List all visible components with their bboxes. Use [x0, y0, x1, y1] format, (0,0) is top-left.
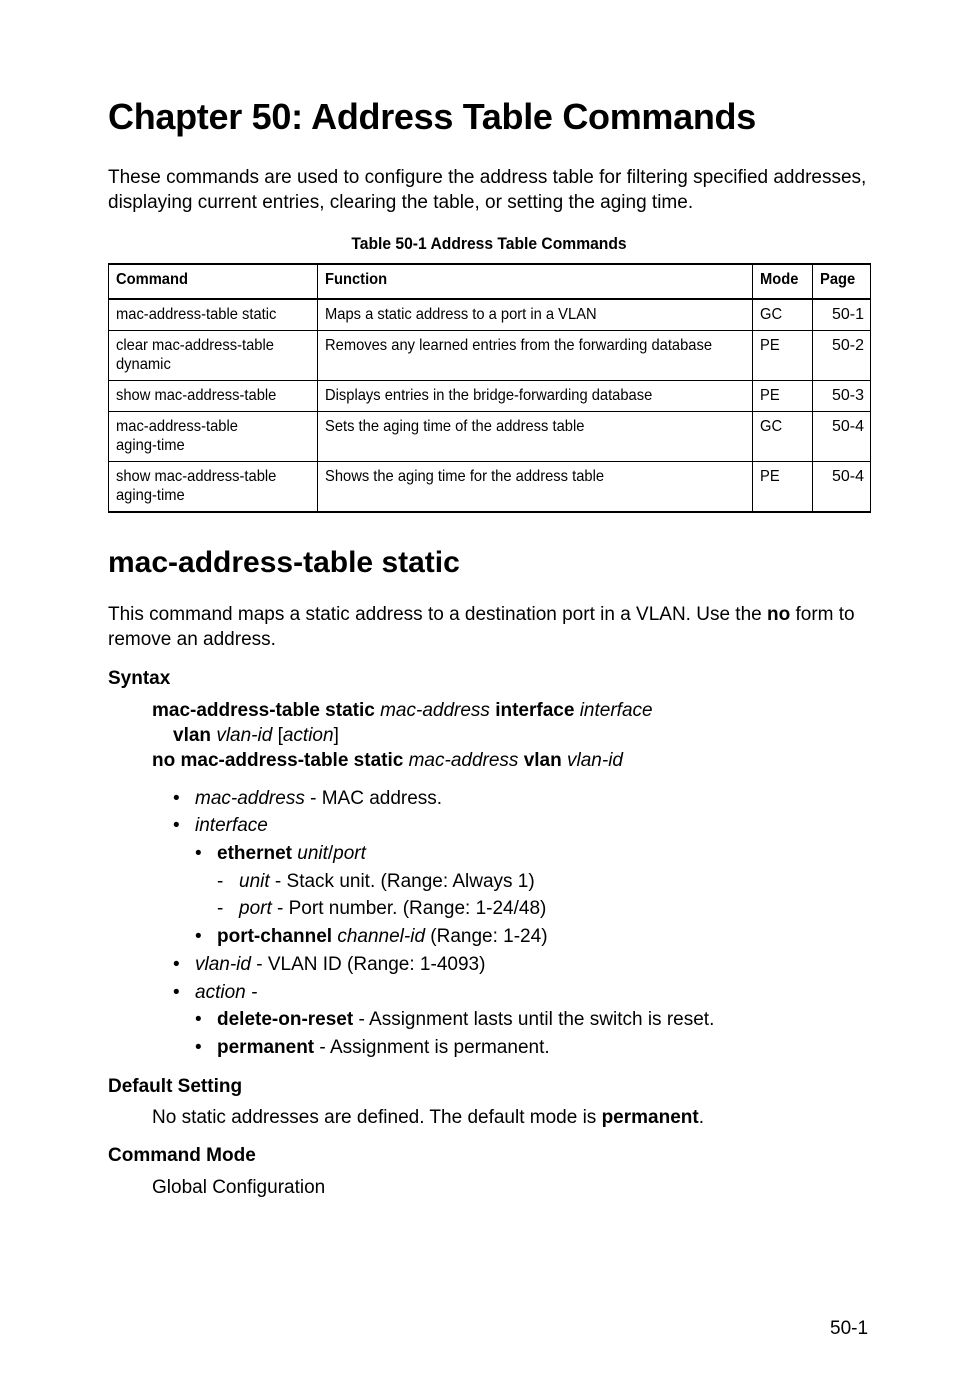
table-row: [109, 462, 871, 513]
header-command: Command: [109, 264, 318, 299]
param-vlan-id: • vlan-id - VLAN ID (Range: 1-4093): [173, 954, 486, 975]
cell-mode: GC: [752, 299, 813, 331]
param-interface: • interface: [173, 815, 268, 836]
cell-function: Sets the aging time of the address table: [318, 412, 753, 462]
command-mode-text: Global Configuration: [152, 1177, 326, 1198]
cell-command: clear mac-address-table dynamic: [109, 331, 318, 381]
cell-command: show mac-address-table aging-time: [109, 462, 318, 513]
table-row: [109, 299, 871, 331]
cell-page: 50-1: [813, 299, 871, 331]
cell-mode: PE: [752, 331, 813, 381]
table-row: [109, 331, 871, 381]
cell-function: Shows the aging time for the address table: [318, 462, 753, 513]
cell-page: 50-3: [813, 381, 871, 412]
table-header-row: [109, 264, 871, 299]
intro-paragraph: These commands are used to configure the address table for filtering specified addresses, displaying current entries, clearing the table, or setting the aging time.: [108, 167, 867, 213]
cell-command: mac-address-table static: [109, 299, 318, 331]
cell-command: show mac-address-table: [109, 381, 318, 412]
default-setting-text: No static addresses are defined. The default mode is permanent.: [152, 1107, 704, 1128]
syntax-line-1: mac-address-table static mac-address interface interface: [152, 700, 653, 721]
cell-function: Displays entries in the bridge-forwarding database: [318, 381, 753, 412]
page-number: 50-1: [830, 1318, 869, 1339]
address-table-commands-table: [108, 263, 871, 513]
syntax-line-2: vlan vlan-id [action]: [173, 725, 339, 746]
cell-page: 50-4: [813, 462, 871, 513]
table-row: [109, 412, 871, 462]
table-caption: Table 50-1 Address Table Commands: [351, 234, 627, 253]
cell-function: Maps a static address to a port in a VLAN: [318, 299, 753, 331]
header-function: Function: [318, 264, 753, 299]
cell-page: 50-2: [813, 331, 871, 381]
cell-mode: PE: [752, 381, 813, 412]
param-delete-on-reset: • delete-on-reset - Assignment lasts until the switch is reset.: [195, 1009, 715, 1030]
command-mode-heading: Command Mode: [108, 1145, 256, 1166]
param-mac-address: • mac-address - MAC address.: [173, 788, 443, 809]
header-mode: Mode: [752, 264, 813, 299]
section-description: This command maps a static address to a destination port in a VLAN. Use the no form to remove an address.: [108, 604, 855, 650]
cell-mode: GC: [752, 412, 813, 462]
param-port: - port - Port number. (Range: 1-24/48): [217, 898, 547, 919]
syntax-line-3: no mac-address-table static mac-address vlan vlan-id: [152, 750, 623, 771]
param-unit: - unit - Stack unit. (Range: Always 1): [217, 871, 535, 892]
param-permanent: • permanent - Assignment is permanent.: [195, 1037, 550, 1058]
param-action: • action -: [173, 982, 258, 1003]
param-port-channel: • port-channel channel-id (Range: 1-24): [195, 926, 548, 947]
default-setting-heading: Default Setting: [108, 1076, 243, 1097]
cell-page: 50-4: [813, 412, 871, 462]
table-row: [109, 381, 871, 412]
section-title: mac-address-table static: [108, 546, 460, 579]
cell-function: Removes any learned entries from the forwarding database: [318, 331, 753, 381]
chapter-title: Chapter 50: Address Table Commands: [108, 96, 756, 137]
syntax-heading: Syntax: [108, 668, 171, 689]
cell-command: mac-address-table aging-time: [109, 412, 318, 462]
param-ethernet: • ethernet unit/port: [195, 843, 366, 864]
header-page: Page: [813, 264, 871, 299]
cell-mode: PE: [752, 462, 813, 513]
